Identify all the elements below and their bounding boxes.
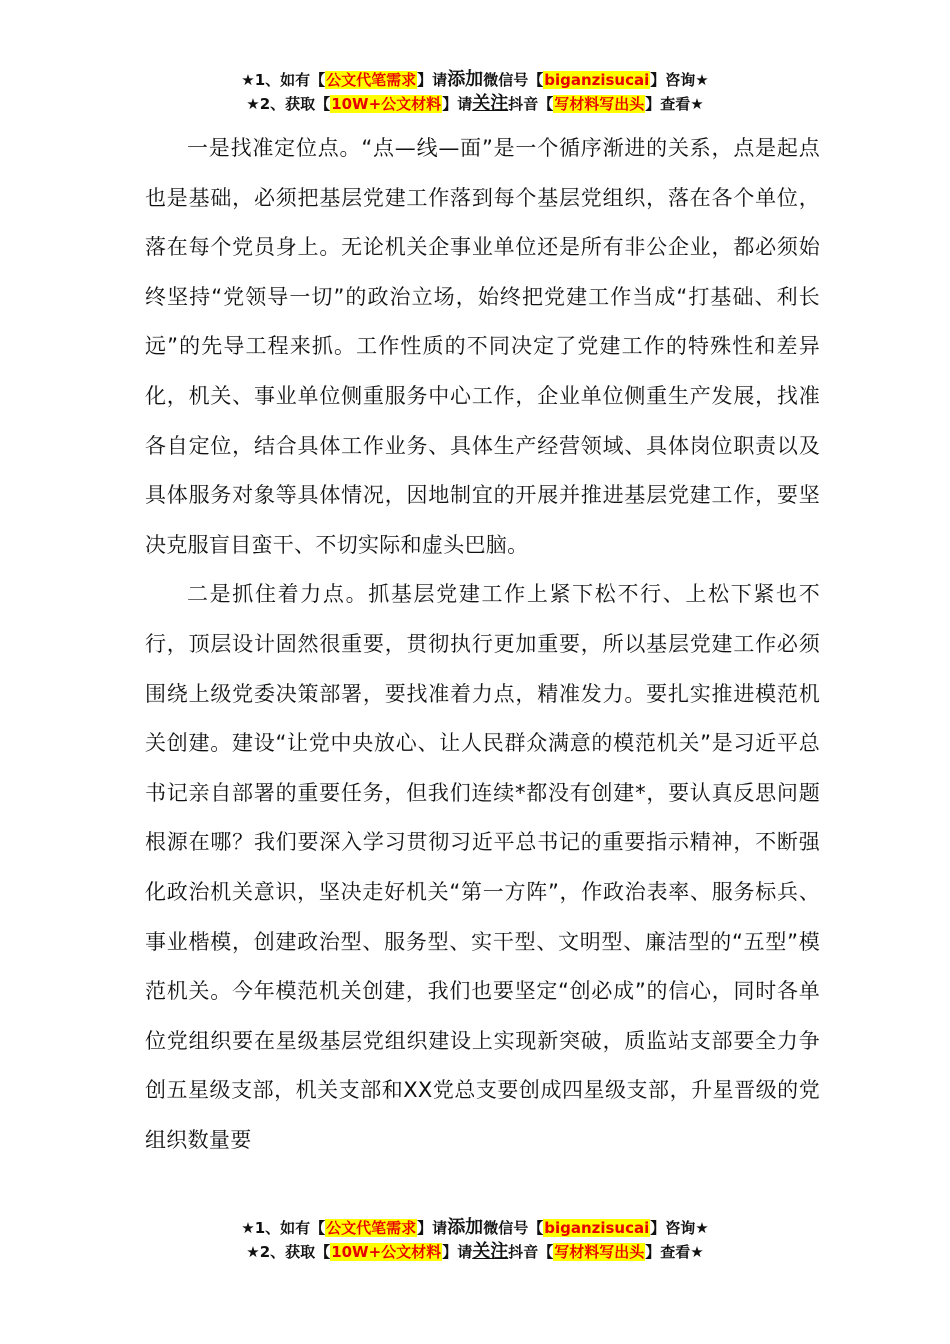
banner-text: 】咨询★ bbox=[650, 1219, 709, 1237]
banner-emphasis-follow: 关注 bbox=[472, 93, 509, 114]
banner-text: 】请 bbox=[442, 95, 473, 113]
highlight-douyin-account: 写材料写出头 bbox=[554, 1243, 645, 1261]
banner-line-1 bbox=[0, 1216, 950, 1240]
banner-text: 抖音【 bbox=[508, 95, 554, 113]
highlight-materials: 10W+公文材料 bbox=[331, 1243, 442, 1261]
banner-text: 】请 bbox=[417, 71, 448, 89]
banner-text: ★1、如有【 bbox=[241, 71, 326, 89]
banner-text: 微信号【 bbox=[483, 71, 544, 89]
highlight-wechat-id: biganzisucai bbox=[544, 1219, 650, 1237]
banner-text: ★2、获取【 bbox=[246, 1243, 331, 1261]
banner-emphasis-add: 添加 bbox=[447, 1217, 484, 1238]
banner-text: 】请 bbox=[417, 1219, 448, 1237]
document-body bbox=[145, 124, 820, 1165]
banner-emphasis-add: 添加 bbox=[447, 69, 484, 90]
footer-banner bbox=[0, 1216, 950, 1264]
banner-text: ★2、获取【 bbox=[246, 95, 331, 113]
highlight-ghostwriting: 公文代笔需求 bbox=[326, 71, 417, 89]
banner-text: 抖音【 bbox=[508, 1243, 554, 1261]
highlight-wechat-id: biganzisucai bbox=[544, 71, 650, 89]
highlight-ghostwriting: 公文代笔需求 bbox=[326, 1219, 417, 1237]
banner-text: 微信号【 bbox=[483, 1219, 544, 1237]
banner-text: 】查看★ bbox=[645, 1243, 704, 1261]
paragraph-focus-point: 二是抓住着力点。抓基层党建工作上紧下松不行、上松下紧也不行，顶层设计固然很重要，贯彻执行更加重要，所以基层党建工作必须围绕上级党委决策部署，要找准着力点，精准发力。要扎实推进模范机关创建。建设“让党中央放心、让人民群众满意的模范机关”是习近平总书记亲自部署的重要任务，但我们连续*都没有创建*，要认真反思问题根源在哪？我们要深入学习贯彻习近平总书记的重要指示精神，不断强化政治机关意识，坚决走好机关“第一方阵”，作政治表率、服务标兵、事业楷模，创建政治型、服务型、实干型、文明型、廉洁型的“五型”模范机关。今年模范机关创建，我们也要坚定“创必成”的信心，同时各单位党组织要在星级基层党组织建设上实现新突破，质监站支部要全力争创五星级支部，机关支部和XX党总支要创成四星级支部，升星晋级的党组织数量要 bbox=[145, 582, 820, 1152]
banner-text: 】查看★ bbox=[645, 95, 704, 113]
banner-text: 】请 bbox=[442, 1243, 473, 1261]
banner-emphasis-follow: 关注 bbox=[472, 1241, 509, 1262]
highlight-douyin-account: 写材料写出头 bbox=[554, 95, 645, 113]
banner-line-2 bbox=[0, 1240, 950, 1264]
banner-text: 】咨询★ bbox=[650, 71, 709, 89]
banner-line-2 bbox=[0, 92, 950, 116]
paragraph-positioning: 一是找准定位点。“点—线—面”是一个循序渐进的关系，点是起点也是基础，必须把基层党建工作落到每个基层党组织，落在各个单位，落在每个党员身上。无论机关企事业单位还是所有非公企业，都必须始终坚持“党领导一切”的政治立场，始终把党建工作当成“打基础、利长远”的先导工程来抓。工作性质的不同决定了党建工作的特殊性和差异化，机关、事业单位侧重服务中心工作，企业单位侧重生产发展，找准各自定位，结合具体工作业务、具体生产经营领域、具体岗位职责以及具体服务对象等具体情况，因地制宜的开展并推进基层党建工作，要坚决克服盲目蛮干、不切实际和虚头巴脑。 bbox=[145, 136, 820, 557]
banner-line-1 bbox=[0, 68, 950, 92]
banner-text: ★1、如有【 bbox=[241, 1219, 326, 1237]
highlight-materials: 10W+公文材料 bbox=[331, 95, 442, 113]
header-banner bbox=[0, 68, 950, 116]
